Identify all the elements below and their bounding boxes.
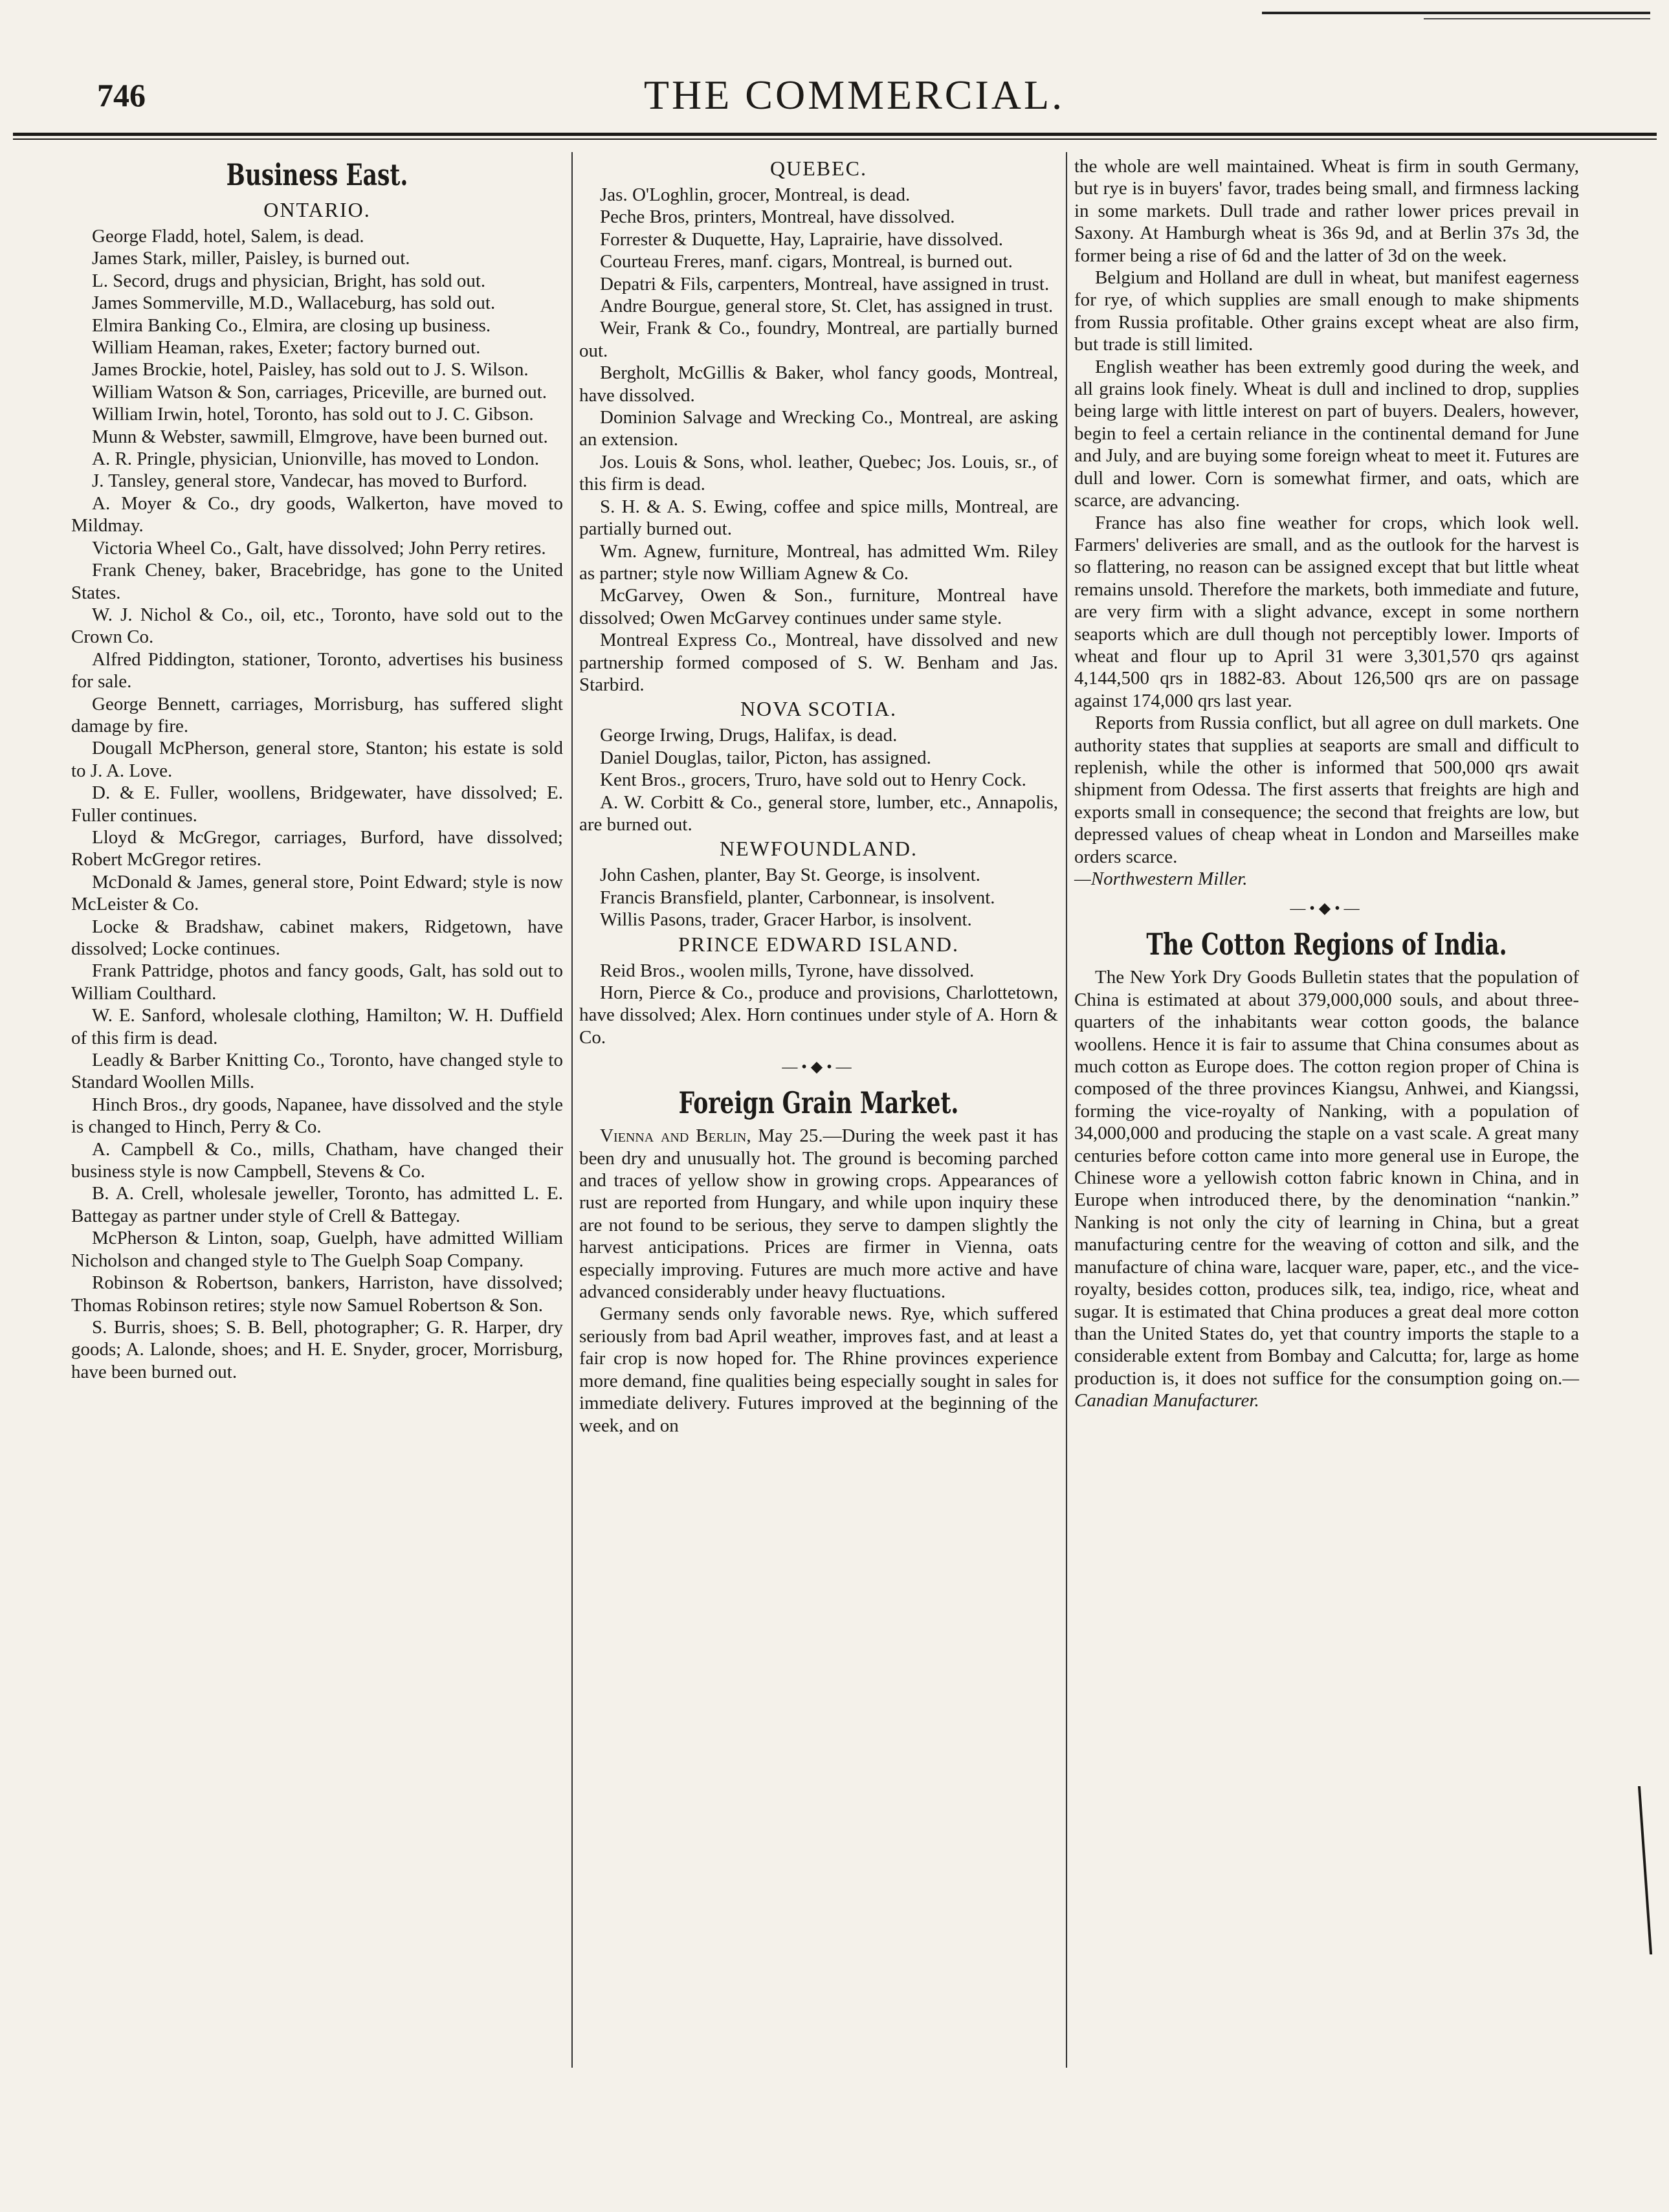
foreign-grain-paragraph: English weather has been extremly good during the week, and all grains look finely. Wheat is dull and inclined to drop, supplies being large with little interest on part of buyers. Dealers, however, begin to feel a certain reliance in the continental demand for June and July, and are buying some foreign wheat to meet it. Futures are dull and lower. Corn is somewhat firmer, and oats, which are scarce, are advancing. (1074, 356, 1579, 511)
newfoundland-list (579, 864, 1058, 931)
pei-heading: PRINCE EDWARD ISLAND. (678, 932, 959, 956)
column-3 (1074, 155, 1579, 1412)
newspaper-title: THE COMMERCIAL. (643, 72, 1065, 118)
header-rule (13, 133, 1657, 136)
section-ornament: —•◆•— (782, 1059, 856, 1076)
notice-item: A. Campbell & Co., mills, Chatham, have changed their business style is now Campbell, Stevens & Co. (71, 1138, 563, 1182)
notice-item: James Brockie, hotel, Paisley, has sold out to J. S. Wilson. (92, 359, 529, 381)
notice-item: Peche Bros, printers, Montreal, have dissolved. (600, 206, 955, 228)
notice-item: Jas. O'Loghlin, grocer, Montreal, is dead. (600, 184, 911, 205)
section-ornament: —•◆•— (1290, 900, 1364, 918)
notice-item: Forrester & Duquette, Hay, Laprairie, have dissolved. (600, 228, 1004, 250)
business-east-title: Business East. (226, 157, 408, 192)
notice-item: B. A. Crell, wholesale jeweller, Toronto, has admitted L. E. Battegay as partner under style of Crell & Battegay. (71, 1183, 563, 1226)
notice-item: Francis Bransfield, planter, Carbonnear, is insolvent. (600, 887, 995, 908)
notice-item: W. E. Sanford, wholesale clothing, Hamilton; W. H. Duffield of this firm is dead. (71, 1005, 563, 1048)
notice-item: S. Burris, shoes; S. B. Bell, photographer; G. R. Harper, dry goods; A. Lalonde, shoes; and H. E. Snyder, grocer, Morrisburg, have been burned out. (71, 1316, 563, 1382)
notice-item: Victoria Wheel Co., Galt, have dissolved; John Perry retires. (92, 537, 546, 559)
foreign-grain-paragraph-text: May 25.—During the week past it has been dry and unusually hot. The ground is becoming parched and traces of yellow show in growing crops. Appearances of rust are reported from Hungary, and while upon inquiry these are not found to be serious, they serve to dampen slightly the harvest anticipations. Prices are firmer in Vienna, oats especially improving. Futures are much more active and have advanced considerably under heavy fluctuations. (579, 1125, 1059, 1303)
foreign-grain-paragraph (1074, 712, 1579, 890)
notice-item: Frank Pattridge, photos and fancy goods, Galt, has sold out to William Coulthard. (71, 960, 563, 1004)
notice-item: William Watson & Son, carriages, Priceville, are burned out. (92, 381, 547, 403)
foreign-grain-paragraph: Germany sends only favorable news. Rye, which suffered seriously from bad April weather, improves fast, and at least a fair crop is now hoped for. The Rhine provinces experience more demand, fine qualities being especially sought in sales for immediate delivery. Futures improved at the beginning of the week, and on (579, 1303, 1058, 1436)
foreign-grain-continued: the whole are well maintained. Wheat is firm in south Germany, but rye is in buyers' favor, trades being small, and firmness lacking in some markets. Dull trade and rather lower prices prevail in Saxony. At Hamburgh wheat is 36s 9d, and at Berlin 37s 3d, the former being a rise of 6d and the latter of 3d on the week. (1074, 156, 1579, 266)
foreign-grain-title: Foreign Grain Market. (678, 1085, 959, 1121)
notice-item: W. J. Nichol & Co., oil, etc., Toronto, have sold out to the Crown Co. (71, 604, 563, 648)
notice-item: Frank Cheney, baker, Bracebridge, has gone to the United States. (71, 560, 563, 603)
notice-item: Lloyd & McGregor, carriages, Burford, have dissolved; Robert McGregor retires. (71, 826, 563, 870)
cotton-regions-title: The Cotton Regions of India. (1146, 927, 1507, 962)
notice-item: Andre Bourgue, general store, St. Clet, has assigned in trust. (600, 296, 1054, 317)
notice-item: L. Secord, drugs and physician, Bright, has sold out. (92, 270, 486, 291)
top-edge-rule (1262, 12, 1650, 14)
nova-scotia-list (579, 724, 1058, 835)
ontario-list (71, 225, 563, 1383)
header-rule-thin (13, 138, 1657, 140)
notice-item: Locke & Bradshaw, cabinet makers, Ridgetown, have dissolved; Locke continues. (71, 916, 563, 959)
notice-item: Munn & Webster, sawmill, Elmgrove, have been burned out. (92, 426, 548, 447)
notice-item: James Stark, miller, Paisley, is burned out. (92, 248, 410, 269)
notice-item: John Cashen, planter, Bay St. George, is insolvent. (600, 865, 980, 886)
notice-item: Jos. Louis & Sons, whol. leather, Quebec; Jos. Louis, sr., of this firm is dead. (579, 451, 1058, 495)
notice-item: McGarvey, Owen & Son., furniture, Montreal have dissolved; Owen McGarvey continues under same style. (579, 585, 1058, 628)
notice-item: George Fladd, hotel, Salem, is dead. (92, 226, 364, 247)
notice-item: J. Tansley, general store, Vandecar, has moved to Burford. (92, 470, 527, 492)
column-2 (579, 155, 1058, 1437)
cotton-paragraph-text: The New York Dry Goods Bulletin states that the population of China is estimated at about 379,000,000 souls, and about three-quarters of the inhabitants wear cotton goods, the balance woollens. Hence it is fair to assume that China consumes about as much cotton as Europe does. The cotton region proper of China is composed of the three provinces Kiangsu, Anhwei, and Kiangssi, forming the vice-royalty of Nanking, with a population of 34,000,000 and producing the staple on a vast scale. A great many centuries before cotton came into more general use in Europe, the Chinese wore a yellowish cotton fabric known in China, and in Europe when introduced there, by the denomination “nankin.” Nanking is not only the city of learning in China, but a great manufacturing centre for the weaving of cotton and silk, and the manufacture of china ware, lacquer ware, paper, etc., and the vice-royalty, besides cotton, produces silk, tea, indigo, rice, wheat and sugar. It is estimated that China produces a great deal more cotton than the United States do, yet that country imports the staple to a considerable extent from Bombay and Calcutta; for, large as home production is, it does not suffice for the consumption going on. (1074, 967, 1579, 1389)
newfoundland-heading: NEWFOUNDLAND. (720, 837, 918, 861)
nova-scotia-heading: NOVA SCOTIA. (740, 697, 898, 721)
notice-item: William Irwin, hotel, Toronto, has sold out to J. C. Gibson. (92, 404, 534, 425)
notice-item: Leadly & Barber Knitting Co., Toronto, have changed style to Standard Woollen Mills. (71, 1050, 563, 1093)
notice-item: A. Moyer & Co., dry goods, Walkerton, have moved to Mildmay. (71, 492, 563, 536)
notice-item: Courteau Freres, manf. cigars, Montreal, is burned out. (600, 251, 1013, 272)
notice-item: William Heaman, rakes, Exeter; factory burned out. (92, 337, 481, 359)
notice-item: McDonald & James, general store, Point Edward; style is now McLeister & Co. (71, 871, 563, 915)
margin-scan-line (1638, 1786, 1652, 1954)
notice-item: Robinson & Robertson, bankers, Harriston, have dissolved; Thomas Robinson retires; style now Samuel Robertson & Son. (71, 1272, 563, 1316)
notice-item: George Bennett, carriages, Morrisburg, has suffered slight damage by fire. (71, 693, 563, 736)
page-number: 746 (97, 77, 146, 113)
pei-list (579, 960, 1058, 1049)
notice-item: Depatri & Fils, carpenters, Montreal, have assigned in trust. (600, 273, 1050, 294)
notice-item: Dominion Salvage and Wrecking Co., Montreal, are asking an extension. (579, 407, 1058, 450)
notice-item: McPherson & Linton, soap, Guelph, have admitted William Nicholson and changed style to The Guelph Soap Company. (71, 1228, 563, 1271)
notice-item: Horn, Pierce & Co., produce and provisions, Charlottetown, have dissolved; Alex. Horn continues under style of A. Horn & Co. (579, 982, 1058, 1048)
notice-item: Reid Bros., woolen mills, Tyrone, have dissolved. (600, 960, 975, 981)
notice-item: D. & E. Fuller, woollens, Bridgewater, have dissolved; E. Fuller continues. (71, 782, 563, 826)
notice-item: Daniel Douglas, tailor, Picton, has assigned. (600, 747, 931, 768)
ontario-heading: ONTARIO. (263, 198, 371, 221)
quebec-list (579, 184, 1058, 696)
notice-item: A. W. Corbitt & Co., general store, lumber, etc., Annapolis, are burned out. (579, 791, 1058, 835)
column-1 (71, 155, 563, 1383)
column-divider-1 (571, 152, 573, 2068)
source-credit: —Northwestern Miller. (1074, 868, 1248, 889)
column-divider-2 (1066, 152, 1067, 2068)
notice-item: Weir, Frank & Co., foundry, Montreal, are partially burned out. (579, 318, 1058, 361)
notice-item: Dougall McPherson, general store, Stanton; his estate is sold to J. A. Love. (71, 738, 563, 781)
quebec-heading: QUEBEC. (770, 157, 867, 180)
notice-item: Willis Pasons, trader, Gracer Harbor, is insolvent. (600, 909, 972, 931)
notice-item: George Irwing, Drugs, Halifax, is dead. (600, 725, 898, 746)
dateline: Vienna and Berlin, (600, 1125, 751, 1147)
notice-item: A. R. Pringle, physician, Unionville, has moved to London. (92, 448, 540, 470)
notice-item: Montreal Express Co., Montreal, have dissolved and new partnership formed composed of S. W. Benham and Jas. Starbird. (579, 630, 1058, 695)
notice-item: Wm. Agnew, furniture, Montreal, has admitted Wm. Riley as partner; style now William Agnew & Co. (579, 540, 1058, 584)
foreign-grain-paragraph (579, 1125, 1058, 1303)
page-header (91, 72, 1618, 128)
notice-item: Kent Bros., grocers, Truro, have sold out to Henry Cock. (600, 769, 1026, 791)
top-edge-rule-secondary (1424, 18, 1650, 19)
notice-item: Bergholt, McGillis & Baker, whol fancy goods, Montreal, have dissolved. (579, 362, 1058, 406)
notice-item: Elmira Banking Co., Elmira, are closing up business. (92, 315, 491, 336)
notice-item: S. H. & A. S. Ewing, coffee and spice mills, Montreal, are partially burned out. (579, 496, 1058, 540)
notice-item: Alfred Piddington, stationer, Toronto, advertises his business for sale. (71, 648, 563, 692)
foreign-grain-paragraph-text: Reports from Russia conflict, but all agree on dull markets. One authority states that supplies at seaports are small and difficult to replenish, while the other is informed that 500,000 qrs await shipment from Odessa. The first asserts that freights are high and exports small in consequence; the second that freights are low, but depressed values of cheap wheat in London and Marseilles make orders scarce. (1074, 713, 1579, 867)
notice-item: Hinch Bros., dry goods, Napanee, have dissolved and the style is changed to Hinch, Perry & Co. (71, 1094, 563, 1138)
source-credit: —Canadian Manufacturer. (1074, 1367, 1579, 1411)
foreign-grain-paragraph: France has also fine weather for crops, which look well. Farmers' deliveries are small, and as the outlook for the harvest is so flattering, no reason can be assigned except that but little wheat remains unsold. Therefore the markets, both immediate and future, are very firm with a slight advance, except in some northern seaports which are dull though not perceptibly lower. Imports of wheat and flour up to April 31 were 3,301,570 qrs against 4,144,500 qrs in 1882-83. About 126,500 qrs are on passage against 174,000 qrs last year. (1074, 512, 1579, 711)
notice-item: James Sommerville, M.D., Wallaceburg, has sold out. (92, 293, 496, 314)
foreign-grain-paragraph: Belgium and Holland are dull in wheat, but manifest eagerness for rye, of which supplies are small enough to make shipments from Russia profitable. Other grains except wheat are also firm, but trade is still limited. (1074, 267, 1579, 355)
cotton-paragraph (1074, 966, 1579, 1411)
